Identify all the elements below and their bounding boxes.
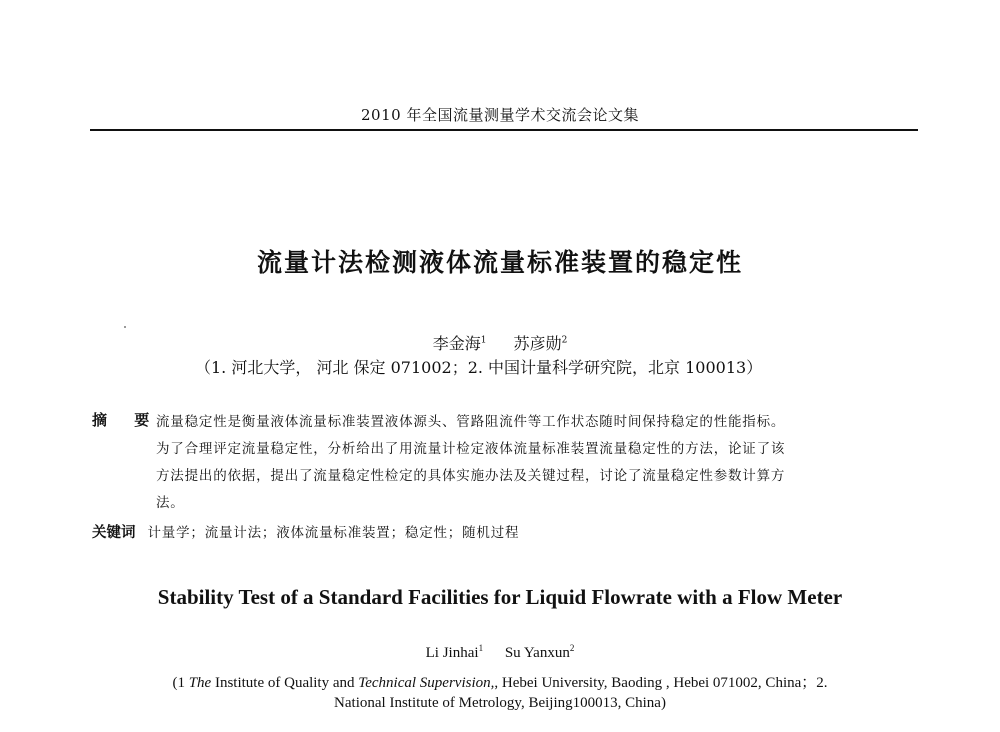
english-affiliation-line-1 bbox=[0, 671, 1000, 692]
abstract-line: 为了合理评定流量稳定性，分析给出了用流量计检定液体流量标准装置流量稳定性的方法，论证了该 bbox=[156, 441, 786, 457]
journal-header-title: 2010 年全国流量测量学术交流会论文集 bbox=[361, 106, 639, 124]
chinese-affiliation: （1. 河北大学， 河北 保定 071002；2. 中国计量科学研究院，北京 100013） bbox=[195, 358, 763, 377]
en-author-2-sup: 2 bbox=[569, 643, 575, 653]
header-divider bbox=[90, 129, 918, 131]
english-affiliation-line-2: National Institute of Metrology, Beijing100013, China) bbox=[334, 695, 666, 711]
abstract-line: 法。 bbox=[156, 495, 185, 511]
scan-speck bbox=[124, 326, 126, 328]
abstract-line: 流量稳定性是衡量液体流量标准装置液体源头、管路阻流件等工作状态随时间保持稳定的性能指标。 bbox=[156, 414, 786, 430]
english-paper-title: Stability Test of a Standard Facilities for Liquid Flowrate with a Flow Meter bbox=[157, 585, 843, 609]
en-author-1-name: Li Jinhai bbox=[425, 645, 479, 661]
chinese-authors bbox=[0, 331, 1000, 354]
cn-author-1-sup: 1 bbox=[480, 335, 487, 346]
cn-author-2-sup: 2 bbox=[561, 335, 568, 346]
en-author-1 bbox=[426, 645, 483, 661]
cn-author-2-name: 苏彦勋 bbox=[513, 334, 562, 353]
keywords-section bbox=[92, 521, 922, 542]
en-author-2-name: Su Yanxun bbox=[504, 645, 570, 661]
en-author-1-sup: 1 bbox=[478, 643, 484, 653]
chinese-paper-title: 流量计法检测液体流量标准装置的稳定性 bbox=[256, 248, 743, 277]
abstract-body bbox=[156, 409, 916, 517]
en-affil-italic-supervision: Technical Supervision, bbox=[358, 675, 495, 691]
cn-author-1-name: 李金海 bbox=[432, 334, 481, 353]
cn-author-1 bbox=[433, 334, 487, 353]
abstract-label: 摘 要 bbox=[92, 411, 161, 429]
en-author-2 bbox=[505, 645, 575, 661]
keywords-text: 计量学；流量计法；液体流量标准装置；稳定性；随机过程 bbox=[147, 525, 520, 541]
en-affil-rest: , Hebei University, Baoding , Hebei 071002, China；2. bbox=[494, 675, 828, 691]
cn-author-2 bbox=[514, 334, 568, 353]
abstract-line: 方法提出的依据，提出了流量稳定性检定的具体实施办法及关键过程，讨论了流量稳定性参数计算方 bbox=[156, 468, 786, 484]
en-affil-italic-the: The bbox=[188, 675, 212, 691]
keywords-label: 关键词 bbox=[92, 525, 136, 541]
english-authors bbox=[0, 645, 1000, 662]
en-affil-mid: Institute of Quality and bbox=[211, 675, 359, 691]
en-affil-prefix: (1 bbox=[172, 675, 189, 691]
